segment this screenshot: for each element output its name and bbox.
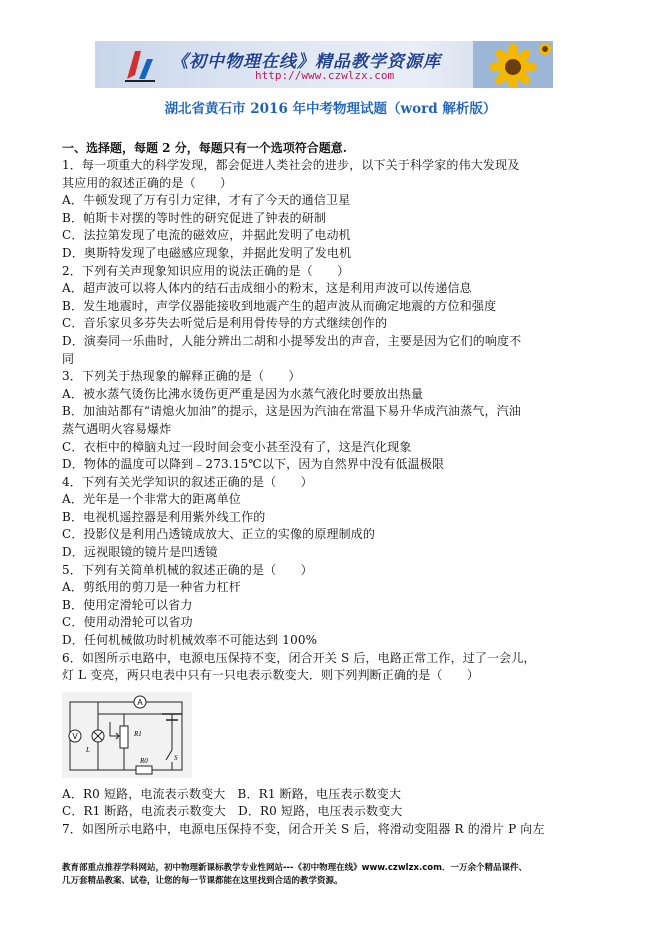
circuit-diagram xyxy=(62,692,602,778)
question-content xyxy=(62,157,602,839)
text-line: A．光年是一个非常大的距离单位 xyxy=(62,492,241,507)
logo-icon xyxy=(121,45,161,85)
ammeter-label: A xyxy=(137,697,143,707)
text-line: B．帕斯卡对摆的等时性的研究促进了钟表的研制 xyxy=(62,210,327,225)
text-line: A．牛顿发现了万有引力定律，才有了今天的通信卫星 xyxy=(62,193,351,208)
text-line: A．被水蒸气烫伤比沸水烫伤更严重是因为水蒸气液化时要放出热量 xyxy=(62,386,424,401)
text-line: 4．下列有关光学知识的叙述正确的是（ ） xyxy=(62,474,313,489)
r1-label: R1 xyxy=(134,729,142,738)
text-line: C．衣柜中的樟脑丸过一段时间会变小甚至没有了，这是汽化现象 xyxy=(62,439,412,454)
text-line: C．R1 断路，电流表示数变大 D．R0 短路，电压表示数变大 xyxy=(62,804,403,819)
section-heading: 一、选择题，每题 2 分，每题只有一个选项符合题意. xyxy=(62,141,347,155)
rheostat-icon xyxy=(120,726,128,748)
text-line: D．远视眼镜的镜片是凹透镜 xyxy=(62,545,218,560)
text-line: B．使用定滑轮可以省力 xyxy=(62,597,193,612)
page-footer xyxy=(62,862,607,888)
banner-title: 《初中物理在线》精品教学资源库 xyxy=(171,52,441,72)
text-line: 5．下列有关简单机械的叙述正确的是（ ） xyxy=(62,562,313,577)
text-line: 同 xyxy=(62,351,75,366)
text-line: 灯 L 变亮，两只电表中只有一只电表示数变大．则下列判断正确的是（ ） xyxy=(62,668,480,683)
r0-label: R0 xyxy=(140,756,148,765)
text-line: D．物体的温度可以降到﹣273.15℃以下，因为自然界中没有低温极限 xyxy=(62,457,445,472)
sunflower-icon xyxy=(473,41,553,88)
text-line: C．法拉第发现了电流的磁效应，并据此发明了电动机 xyxy=(62,228,351,243)
text-line: 6．如图所示电路中，电源电压保持不变，闭合开关 S 后，电路正常工作，过了一会儿， xyxy=(62,650,536,665)
text-line: B．发生地震时，声学仪器能接收到地震产生的超声波从而确定地震的方位和强度 xyxy=(62,298,497,313)
header-banner xyxy=(95,41,553,88)
text-line: A．超声波可以将人体内的结石击成细小的粉末，这是利用声波可以传递信息 xyxy=(62,281,472,296)
text-line: C．使用动滑轮可以省功 xyxy=(62,615,193,630)
voltmeter-label: V xyxy=(72,731,78,741)
text-line: 1．每一项重大的科学发现，都会促进人类社会的进步，以下关于科学家的伟大发现及 xyxy=(62,158,520,172)
footer-line: 教育部重点推荐学科网站，初中物理新课标教学专业性网站---《初中物理在线》www.czwlzx.com．一万余个精品课件、 xyxy=(62,863,527,873)
text-line: C．投影仪是利用凸透镜成放大、正立的实像的原理制成的 xyxy=(62,527,376,542)
text-line: 其应用的叙述正确的是（ ） xyxy=(62,175,233,190)
document-title: 湖北省黄石市 2016 年中考物理试题（word 解析版） xyxy=(164,101,497,117)
text-line: 7．如图所示电路中，电源电压保持不变，闭合开关 S 后，将滑动变阻器 R 的滑片 P 向左 xyxy=(62,822,545,836)
banner-url[interactable]: http://www.czwlzx.com xyxy=(255,69,395,82)
resistor-icon xyxy=(136,766,152,774)
text-line: D．任何机械做功时机械效率不可能达到 100% xyxy=(62,633,318,648)
text-line: 2．下列有关声现象知识应用的说法正确的是（ ） xyxy=(62,263,350,278)
text-line: C．音乐家贝多芬失去听觉后是利用骨传导的方式继续创作的 xyxy=(62,316,388,331)
text-line: 3．下列关于热现象的解释正确的是（ ） xyxy=(62,369,301,384)
text-line: 蒸气遇明火容易爆炸 xyxy=(62,421,172,436)
lamp-label: L xyxy=(86,745,90,754)
text-line: A．剪纸用的剪刀是一种省力杠杆 xyxy=(62,580,241,595)
text-line: D．演奏同一乐曲时，人能分辨出二胡和小提琴发出的声音，主要是因为它们的响度不 xyxy=(62,333,522,348)
text-line: B．电视机遥控器是利用紫外线工作的 xyxy=(62,509,266,524)
text-line: B．加油站都有“请熄火加油”的提示，这是因为汽油在常温下易升华成汽油蒸气，汽油 xyxy=(62,404,521,419)
footer-line: 几万套精品教案、试卷，让您的每一节课都能在这里找到合适的教学资源。 xyxy=(62,876,343,886)
switch-label: S xyxy=(174,753,178,762)
text-line: D．奥斯特发现了电磁感应现象，并据此发明了发电机 xyxy=(62,245,352,260)
text-line: A．R0 短路，电流表示数变大 B．R1 断路，电压表示数变大 xyxy=(62,786,402,801)
